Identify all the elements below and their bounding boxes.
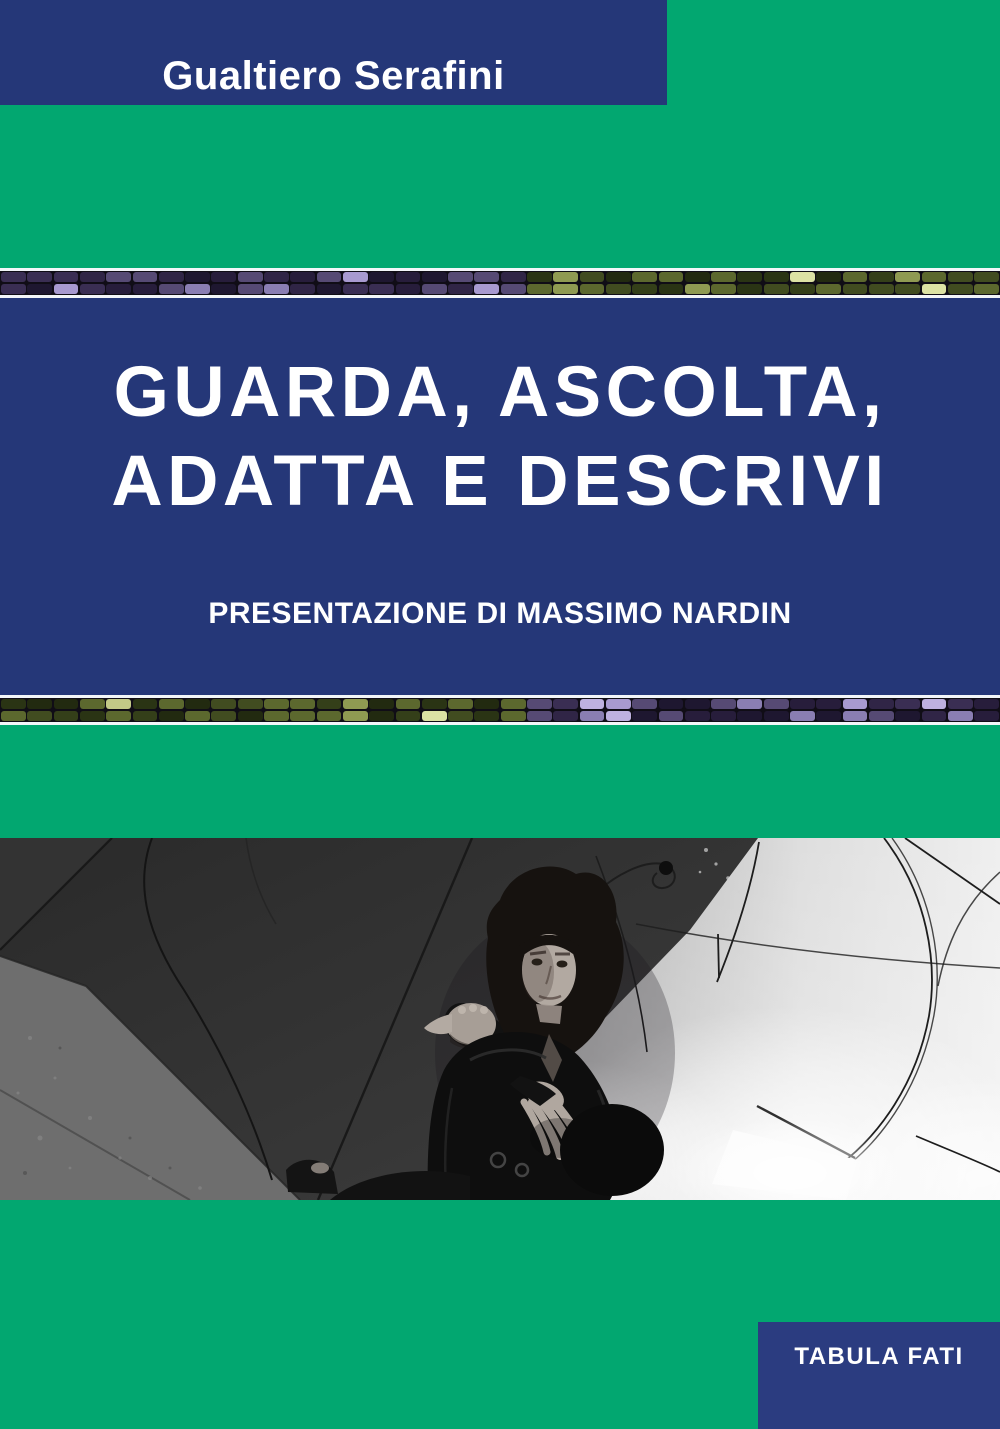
filmstrip-tile	[264, 699, 289, 709]
filmstrip-tile	[869, 699, 894, 709]
filmstrip-tile	[317, 284, 342, 294]
filmstrip-tile	[659, 284, 684, 294]
filmstrip-tile	[948, 272, 973, 282]
filmstrip-tile	[685, 699, 710, 709]
title-section	[0, 298, 1000, 695]
filmstrip-tile	[54, 284, 79, 294]
filmstrip-tile	[343, 284, 368, 294]
filmstrip-tile	[106, 284, 131, 294]
filmstrip-tile	[737, 284, 762, 294]
filmstrip-tile	[211, 272, 236, 282]
filmstrip-tile	[290, 284, 315, 294]
filmstrip-tile	[685, 711, 710, 721]
filmstrip-tile	[422, 284, 447, 294]
book-title	[0, 348, 1000, 526]
filmstrip-tile	[659, 699, 684, 709]
filmstrip-tile	[948, 699, 973, 709]
filmstrip-tile	[501, 284, 526, 294]
filmstrip-tile	[580, 272, 605, 282]
filmstrip-tile	[27, 272, 52, 282]
filmstrip-tile	[448, 284, 473, 294]
book-title-line2: ADATTA E DESCRIVI	[111, 442, 889, 521]
filmstrip-tile	[264, 284, 289, 294]
filmstrip-tile	[264, 272, 289, 282]
filmstrip-tile	[737, 711, 762, 721]
filmstrip-tile	[211, 284, 236, 294]
filmstrip-tile	[790, 711, 815, 721]
filmstrip-tile	[159, 711, 184, 721]
filmstrip-top-mosaic	[0, 271, 1000, 295]
filmstrip-tile	[501, 711, 526, 721]
filmstrip-tile	[238, 699, 263, 709]
filmstrip-tile	[80, 284, 105, 294]
filmstrip-tile	[632, 272, 657, 282]
filmstrip-tile	[474, 272, 499, 282]
filmstrip-tile	[369, 284, 394, 294]
filmstrip-tile	[869, 711, 894, 721]
filmstrip-tile	[106, 272, 131, 282]
filmstrip-tile	[343, 699, 368, 709]
publisher-name: TABULA FATI	[794, 1343, 964, 1370]
filmstrip-tile	[580, 711, 605, 721]
filmstrip-tile	[553, 272, 578, 282]
filmstrip-tile	[790, 699, 815, 709]
filmstrip-tile	[133, 284, 158, 294]
filmstrip-tile	[790, 272, 815, 282]
filmstrip-tile	[290, 711, 315, 721]
filmstrip-tile	[632, 284, 657, 294]
filmstrip-tile	[843, 272, 868, 282]
filmstrip-tile	[1, 272, 26, 282]
filmstrip-tile	[843, 711, 868, 721]
filmstrip-tile	[606, 699, 631, 709]
filmstrip-tile	[816, 699, 841, 709]
filmstrip-tile	[290, 699, 315, 709]
filmstrip-tile	[27, 699, 52, 709]
filmstrip-tile	[369, 272, 394, 282]
filmstrip-tile	[606, 284, 631, 294]
filmstrip-tile	[317, 699, 342, 709]
filmstrip-tile	[159, 272, 184, 282]
publisher-box	[758, 1322, 1000, 1429]
filmstrip-tile	[816, 711, 841, 721]
filmstrip-tile	[343, 711, 368, 721]
filmstrip-tile	[27, 711, 52, 721]
filmstrip-bottom-mosaic	[0, 698, 1000, 722]
filmstrip-tile	[422, 699, 447, 709]
filmstrip-tile	[422, 272, 447, 282]
filmstrip-tile	[843, 699, 868, 709]
filmstrip-tile	[974, 699, 999, 709]
author-box	[0, 0, 667, 105]
filmstrip-tile	[816, 284, 841, 294]
book-subtitle: PRESENTAZIONE DI MASSIMO NARDIN	[208, 597, 792, 630]
filmstrip-tile	[448, 711, 473, 721]
filmstrip-tile	[659, 272, 684, 282]
filmstrip-tile	[369, 699, 394, 709]
filmstrip-tile	[1, 699, 26, 709]
filmstrip-tile	[54, 272, 79, 282]
filmstrip-tile	[501, 699, 526, 709]
filmstrip-tile	[553, 699, 578, 709]
filmstrip-tile	[317, 272, 342, 282]
filmstrip-tile	[632, 711, 657, 721]
filmstrip-tile	[133, 699, 158, 709]
filmstrip-tile	[159, 699, 184, 709]
filmstrip-tile	[922, 284, 947, 294]
filmstrip-tile	[1, 284, 26, 294]
filmstrip-tile	[396, 272, 421, 282]
filmstrip-tile	[711, 699, 736, 709]
author-name: Gualtiero Serafini	[162, 54, 505, 98]
filmstrip-tile	[106, 711, 131, 721]
filmstrip-tile	[632, 699, 657, 709]
filmstrip-tile	[27, 284, 52, 294]
filmstrip-tile	[527, 272, 552, 282]
filmstrip-tile	[895, 711, 920, 721]
filmstrip-tile	[54, 699, 79, 709]
filmstrip-tile	[474, 284, 499, 294]
filmstrip-tile	[606, 272, 631, 282]
filmstrip-tile	[580, 699, 605, 709]
filmstrip-tile	[974, 284, 999, 294]
filmstrip-tile	[396, 699, 421, 709]
filmstrip-tile	[238, 711, 263, 721]
filmstrip-tile	[501, 272, 526, 282]
filmstrip-tile	[737, 272, 762, 282]
filmstrip-tile	[553, 284, 578, 294]
filmstrip-tile	[711, 711, 736, 721]
filmstrip-tile	[527, 284, 552, 294]
filmstrip-tile	[764, 272, 789, 282]
filmstrip-tile	[264, 711, 289, 721]
filmstrip-tile	[895, 699, 920, 709]
filmstrip-tile	[737, 699, 762, 709]
filmstrip-tile	[553, 711, 578, 721]
cover-photo-illustration	[0, 838, 1000, 1200]
filmstrip-tile	[185, 284, 210, 294]
filmstrip-tile	[185, 699, 210, 709]
filmstrip-tile	[764, 711, 789, 721]
filmstrip-tile	[211, 699, 236, 709]
filmstrip-tile	[106, 699, 131, 709]
filmstrip-tile	[185, 711, 210, 721]
filmstrip-tile	[974, 711, 999, 721]
filmstrip-tile	[869, 284, 894, 294]
book-title-line1: GUARDA, ASCOLTA,	[113, 353, 887, 432]
filmstrip-tile	[185, 272, 210, 282]
filmstrip-tile	[764, 699, 789, 709]
filmstrip-tile	[974, 272, 999, 282]
filmstrip-top	[0, 268, 1000, 298]
filmstrip-tile	[948, 284, 973, 294]
filmstrip-tile	[527, 711, 552, 721]
filmstrip-tile	[238, 284, 263, 294]
filmstrip-tile	[869, 272, 894, 282]
filmstrip-tile	[580, 284, 605, 294]
filmstrip-tile	[448, 699, 473, 709]
filmstrip-tile	[685, 272, 710, 282]
filmstrip-bottom	[0, 695, 1000, 725]
filmstrip-tile	[80, 272, 105, 282]
filmstrip-tile	[80, 711, 105, 721]
filmstrip-tile	[843, 284, 868, 294]
filmstrip-tile	[422, 711, 447, 721]
filmstrip-tile	[80, 699, 105, 709]
filmstrip-tile	[369, 711, 394, 721]
filmstrip-tile	[816, 272, 841, 282]
filmstrip-tile	[895, 272, 920, 282]
filmstrip-tile	[238, 272, 263, 282]
filmstrip-tile	[895, 284, 920, 294]
filmstrip-tile	[290, 272, 315, 282]
filmstrip-tile	[1, 711, 26, 721]
filmstrip-tile	[396, 711, 421, 721]
filmstrip-tile	[948, 711, 973, 721]
filmstrip-tile	[396, 284, 421, 294]
filmstrip-tile	[474, 699, 499, 709]
filmstrip-tile	[711, 272, 736, 282]
filmstrip-tile	[685, 284, 710, 294]
filmstrip-tile	[606, 711, 631, 721]
filmstrip-tile	[922, 272, 947, 282]
filmstrip-tile	[54, 711, 79, 721]
filmstrip-tile	[764, 284, 789, 294]
filmstrip-tile	[922, 711, 947, 721]
filmstrip-tile	[133, 711, 158, 721]
cover-photo	[0, 838, 1000, 1200]
filmstrip-tile	[343, 272, 368, 282]
filmstrip-tile	[659, 711, 684, 721]
filmstrip-tile	[922, 699, 947, 709]
filmstrip-tile	[159, 284, 184, 294]
filmstrip-tile	[711, 284, 736, 294]
filmstrip-tile	[133, 272, 158, 282]
filmstrip-tile	[790, 284, 815, 294]
filmstrip-tile	[317, 711, 342, 721]
filmstrip-tile	[474, 711, 499, 721]
filmstrip-tile	[527, 699, 552, 709]
filmstrip-tile	[448, 272, 473, 282]
filmstrip-tile	[211, 711, 236, 721]
